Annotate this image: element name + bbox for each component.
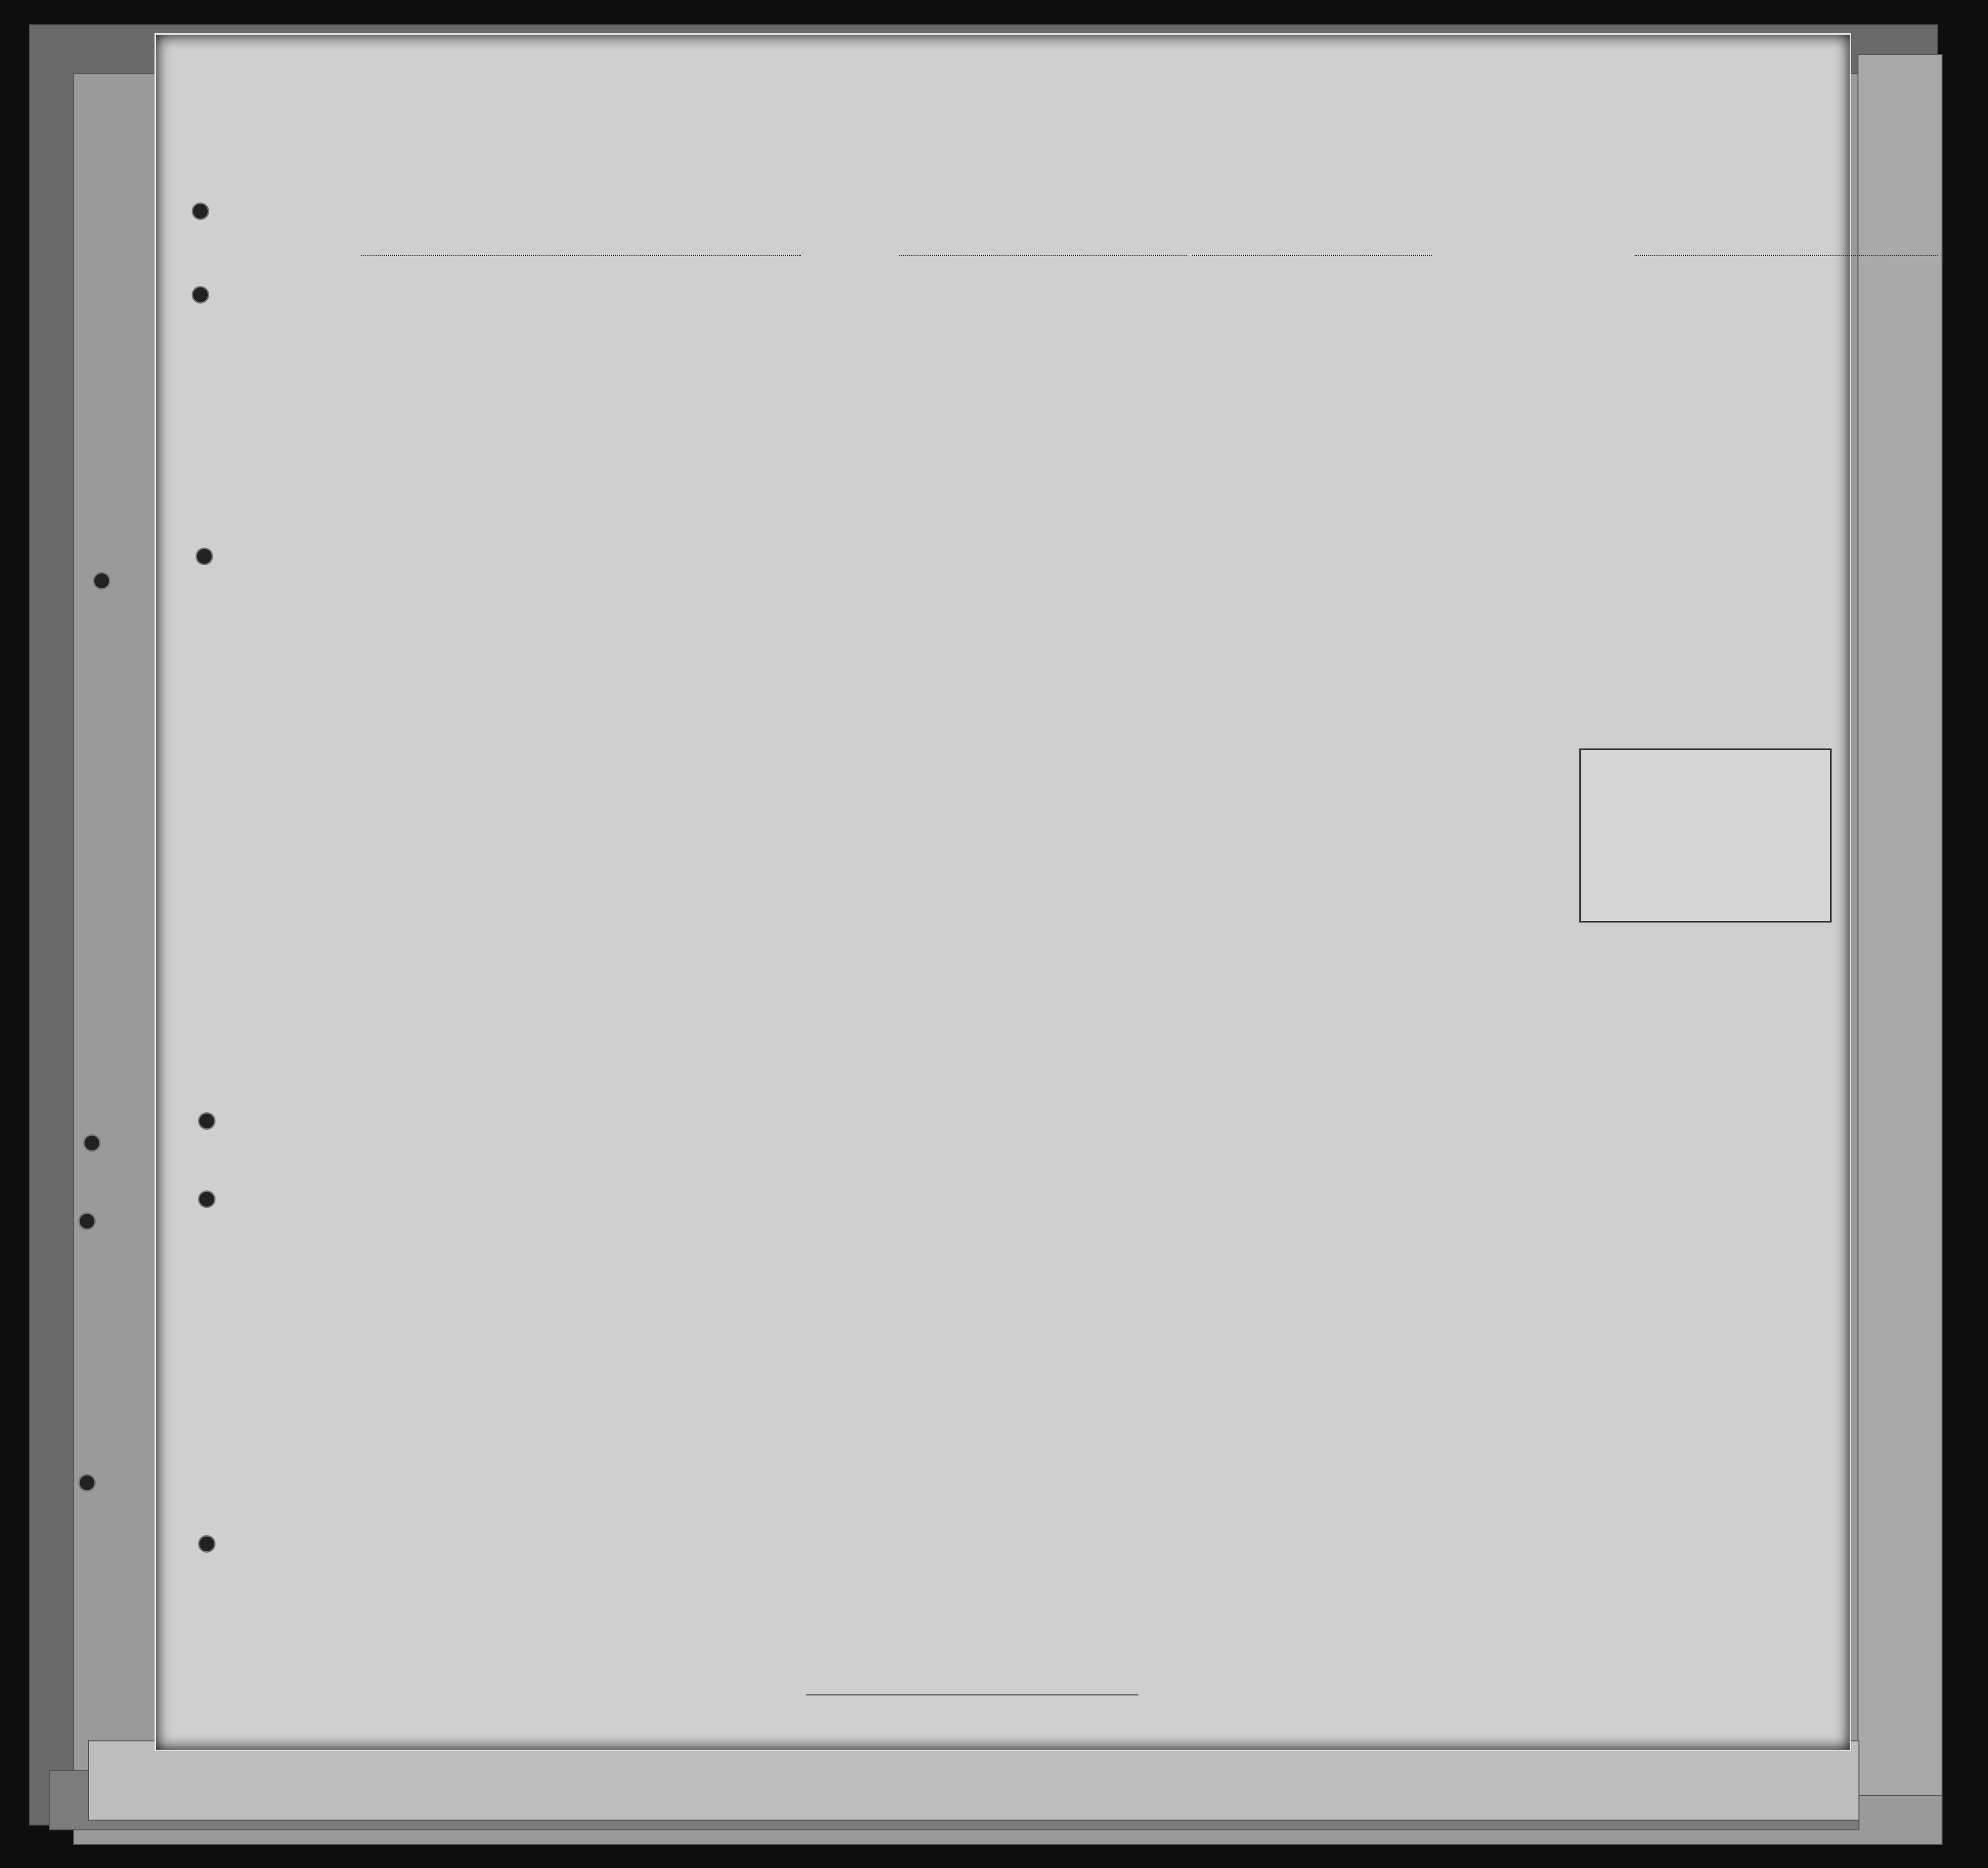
manifest-sheet (154, 33, 1851, 1751)
punch-hole (192, 202, 209, 220)
shipping-commissioner-stamp (1579, 748, 1832, 923)
col9-header (1207, 264, 1251, 277)
punch-hole (198, 1535, 216, 1553)
col11-header (1366, 264, 1464, 277)
col2-header (241, 264, 603, 277)
punch-hole (192, 286, 209, 304)
punch-hole (198, 1190, 216, 1208)
inspector-line (806, 1694, 1138, 1695)
punch-hole (198, 1112, 216, 1130)
punch-hole (83, 1134, 101, 1152)
col10-header (1251, 264, 1366, 277)
punch-hole (93, 572, 110, 590)
col12-header (1464, 264, 1507, 277)
underlying-page-edge (1857, 54, 1943, 1796)
underlying-page-edge (88, 1740, 1859, 1821)
col8-header (1175, 264, 1207, 277)
col13-header (1507, 264, 1556, 277)
punch-hole (78, 1212, 96, 1230)
col14-header (1556, 264, 1679, 267)
punch-hole (78, 1474, 96, 1492)
col5-header (817, 264, 1012, 272)
punch-hole (196, 548, 213, 565)
